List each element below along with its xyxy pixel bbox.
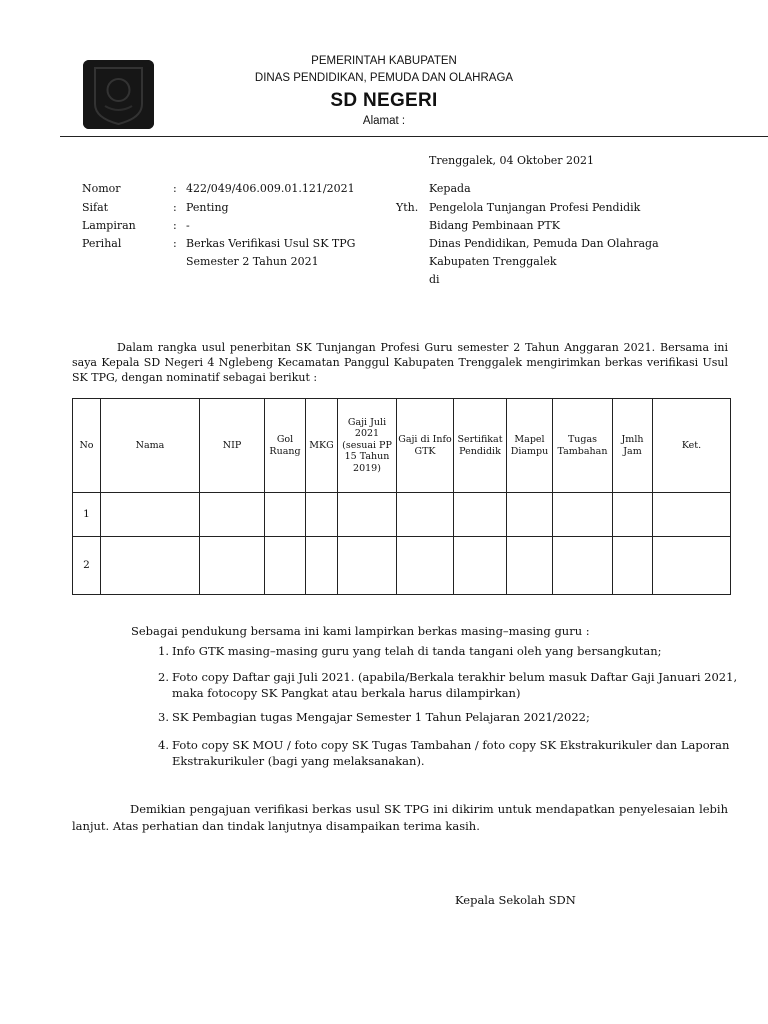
lampiran-colon: :: [173, 219, 177, 232]
intro-paragraph: Dalam rangka usul penerbitan SK Tunjangan Profesi Guru semester 2 Tahun Anggaran 2021. Bersama ini saya Kepala SD Negeri 4 Nglebeng Kecamatan Panggul Kabupaten Trenggalek mengirimkan berkas verifikasi Usul SK TPG, dengan nominatif sebagai berikut :: [72, 341, 728, 384]
table-header-row: [73, 399, 731, 493]
cell-gaji-info-gtk: [397, 493, 454, 537]
cell-jmlh-jam: [613, 493, 653, 537]
header-mapel: Mapel Diampu: [507, 399, 553, 493]
header-tugas-tambahan: Tugas Tambahan: [553, 399, 613, 493]
closing-paragraph: Demikian pengajuan verifikasi berkas usul SK TPG ini dikirim untuk mendapatkan penyelesaian lebih lanjut. Atas perhatian dan tindak lanjutnya disampaikan terima kasih.: [72, 802, 728, 833]
perihal-colon: :: [173, 237, 177, 250]
cell-tugas-tambahan: [553, 537, 613, 595]
attachment-number: 4.: [158, 738, 169, 752]
nomor-label: Nomor: [82, 182, 121, 195]
attachment-text: SK Pembagian tugas Mengajar Semester 1 Tahun Pelajaran 2021/2022;: [172, 710, 590, 724]
cell-gol-ruang: [265, 493, 306, 537]
cell-mkg: [306, 493, 338, 537]
signature-title: Kepala Sekolah SDN: [455, 893, 576, 907]
header-gaji-juli: Gaji Juli 2021 (sesuai PP 15 Tahun 2019): [338, 399, 397, 493]
cell-gaji-info-gtk: [397, 537, 454, 595]
nomor-colon: :: [173, 182, 177, 195]
cell-mapel: [507, 537, 553, 595]
support-intro: Sebagai pendukung bersama ini kami lampirkan berkas masing–masing guru :: [131, 624, 590, 638]
header-gaji-info-gtk: Gaji di Info GTK: [397, 399, 454, 493]
attachment-text-continued: maka fotocopy SK Pangkat atau berkala harus dilampirkan): [172, 686, 521, 700]
letterhead-government: PEMERINTAH KABUPATEN: [311, 55, 457, 67]
table-row: [73, 537, 731, 595]
header-ket: Ket.: [653, 399, 731, 493]
cell-gaji-juli: [338, 537, 397, 595]
sifat-label: Sifat: [82, 201, 109, 214]
header-jmlh-jam: Jmlh Jam: [613, 399, 653, 493]
sifat-colon: :: [173, 201, 177, 214]
letter-date: Trenggalek, 04 Oktober 2021: [429, 154, 595, 167]
letterhead-address: Alamat :: [362, 115, 406, 127]
attachment-text: Foto copy SK MOU / foto copy SK Tugas Tambahan / foto copy SK Ekstrakurikuler dan Laporan: [172, 738, 730, 752]
header-mkg: MKG: [306, 399, 338, 493]
nomor-value: 422/049/406.009.01.121/2021: [186, 182, 355, 195]
cell-jmlh-jam: [613, 537, 653, 595]
recipient-line5: di: [429, 273, 440, 286]
letterhead-department: DINAS PENDIDIKAN, PEMUDA DAN OLAHRAGA: [254, 72, 514, 84]
recipient-line4: Kabupaten Trenggalek: [429, 255, 557, 268]
recipient-kepada: Kepada: [429, 182, 471, 195]
cell-ket: [653, 537, 731, 595]
recipient-line2: Bidang Pembinaan PTK: [429, 219, 560, 232]
cell-tugas-tambahan: [553, 493, 613, 537]
attachment-text: Info GTK masing–masing guru yang telah di tanda tangani oleh yang bersangkutan;: [172, 644, 662, 658]
letterhead-school-name: SD NEGERI: [330, 90, 438, 111]
cell-gaji-juli: [338, 493, 397, 537]
cell-ket: [653, 493, 731, 537]
attachment-text-continued: Ekstrakurikuler (bagi yang melaksanakan).: [172, 754, 425, 768]
attachment-number: 2.: [158, 670, 169, 684]
perihal-value-line2: Semester 2 Tahun 2021: [186, 255, 319, 268]
header-no: No: [73, 399, 101, 493]
perihal-label: Perihal: [82, 237, 122, 250]
lampiran-value: -: [186, 219, 190, 232]
recipient-line1: Pengelola Tunjangan Profesi Pendidik: [429, 201, 641, 214]
cell-gol-ruang: [265, 537, 306, 595]
header-nip: NIP: [200, 399, 265, 493]
row-number: 1: [73, 493, 101, 537]
lampiran-label: Lampiran: [82, 219, 136, 232]
cell-nama: [101, 493, 200, 537]
cell-nama: [101, 537, 200, 595]
attachment-text: Foto copy Daftar gaji Juli 2021. (apabila/Berkala terakhir belum masuk Daftar Gaji Januari 2021,: [172, 670, 738, 684]
header-sertifikat: Sertifikat Pendidik: [454, 399, 507, 493]
nominative-table: [72, 398, 731, 595]
header-nama: Nama: [101, 399, 200, 493]
cell-sertifikat: [454, 537, 507, 595]
cell-mapel: [507, 493, 553, 537]
recipient-yth: Yth.: [396, 201, 419, 214]
letterhead-divider: [60, 136, 768, 137]
cell-mkg: [306, 537, 338, 595]
header-gol-ruang: Gol Ruang: [265, 399, 306, 493]
cell-nip: [200, 493, 265, 537]
attachment-number: 3.: [158, 710, 169, 724]
attachment-number: 1.: [158, 644, 169, 658]
cell-nip: [200, 537, 265, 595]
row-number: 2: [73, 537, 101, 595]
sifat-value: Penting: [186, 201, 229, 214]
table-row: [73, 493, 731, 537]
cell-sertifikat: [454, 493, 507, 537]
perihal-value-line1: Berkas Verifikasi Usul SK TPG: [186, 237, 356, 250]
recipient-line3: Dinas Pendidikan, Pemuda Dan Olahraga: [429, 237, 659, 250]
